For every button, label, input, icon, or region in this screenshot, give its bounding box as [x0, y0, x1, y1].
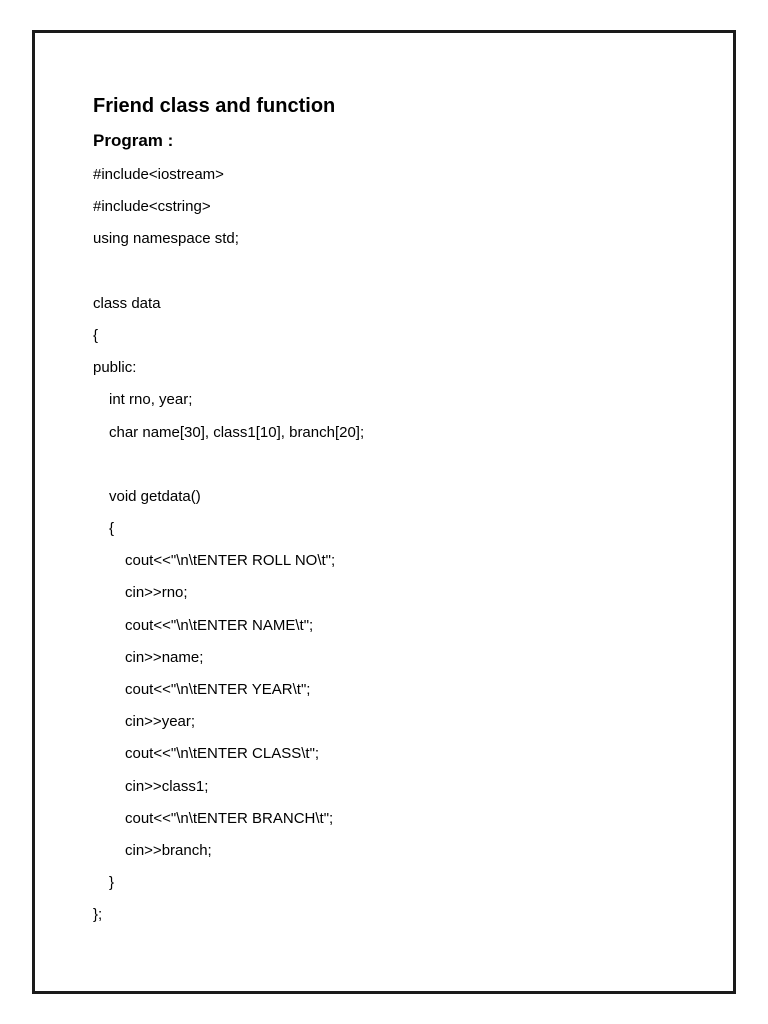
- code-line: cout<<"\n\tENTER YEAR\t";: [125, 681, 311, 698]
- code-line: cin>>year;: [125, 713, 196, 731]
- document-title: Friend class and function: [93, 95, 336, 117]
- code-line: public:: [93, 359, 137, 377]
- program-heading: Program :: [93, 131, 174, 150]
- blank-line: [93, 256, 713, 288]
- code-line: cin>>name;: [125, 648, 204, 666]
- blank-line: [93, 449, 713, 481]
- code-line: char name[30], class1[10], branch[20];: [109, 423, 365, 441]
- document-page: [32, 30, 736, 994]
- code-line: void getdata(): [109, 487, 201, 505]
- code-line: cout<<"\n\tENTER ROLL NO\t";: [125, 552, 336, 570]
- code-line: }: [109, 874, 115, 892]
- code-line: cin>>class1;: [125, 777, 209, 795]
- code-line: cout<<"\n\tENTER NAME\t";: [125, 616, 314, 634]
- code-line: {: [109, 520, 115, 538]
- code-line: int rno, year;: [109, 391, 193, 409]
- code-line: cin>>branch;: [125, 841, 212, 859]
- document-content: [93, 89, 713, 932]
- code-line: cout<<"\n\tENTER CLASS\t";: [125, 745, 320, 763]
- code-line: #include<iostream>: [93, 166, 224, 183]
- code-line: cout<<"\n\tENTER BRANCH\t";: [125, 809, 334, 827]
- code-line: cin>>rno;: [125, 584, 188, 602]
- code-block: [93, 159, 713, 932]
- code-line: };: [93, 906, 103, 924]
- code-line: using namespace std;: [93, 230, 239, 248]
- code-line: #include<cstring>: [93, 198, 211, 216]
- code-line: {: [93, 326, 99, 344]
- code-line: class data: [93, 294, 161, 312]
